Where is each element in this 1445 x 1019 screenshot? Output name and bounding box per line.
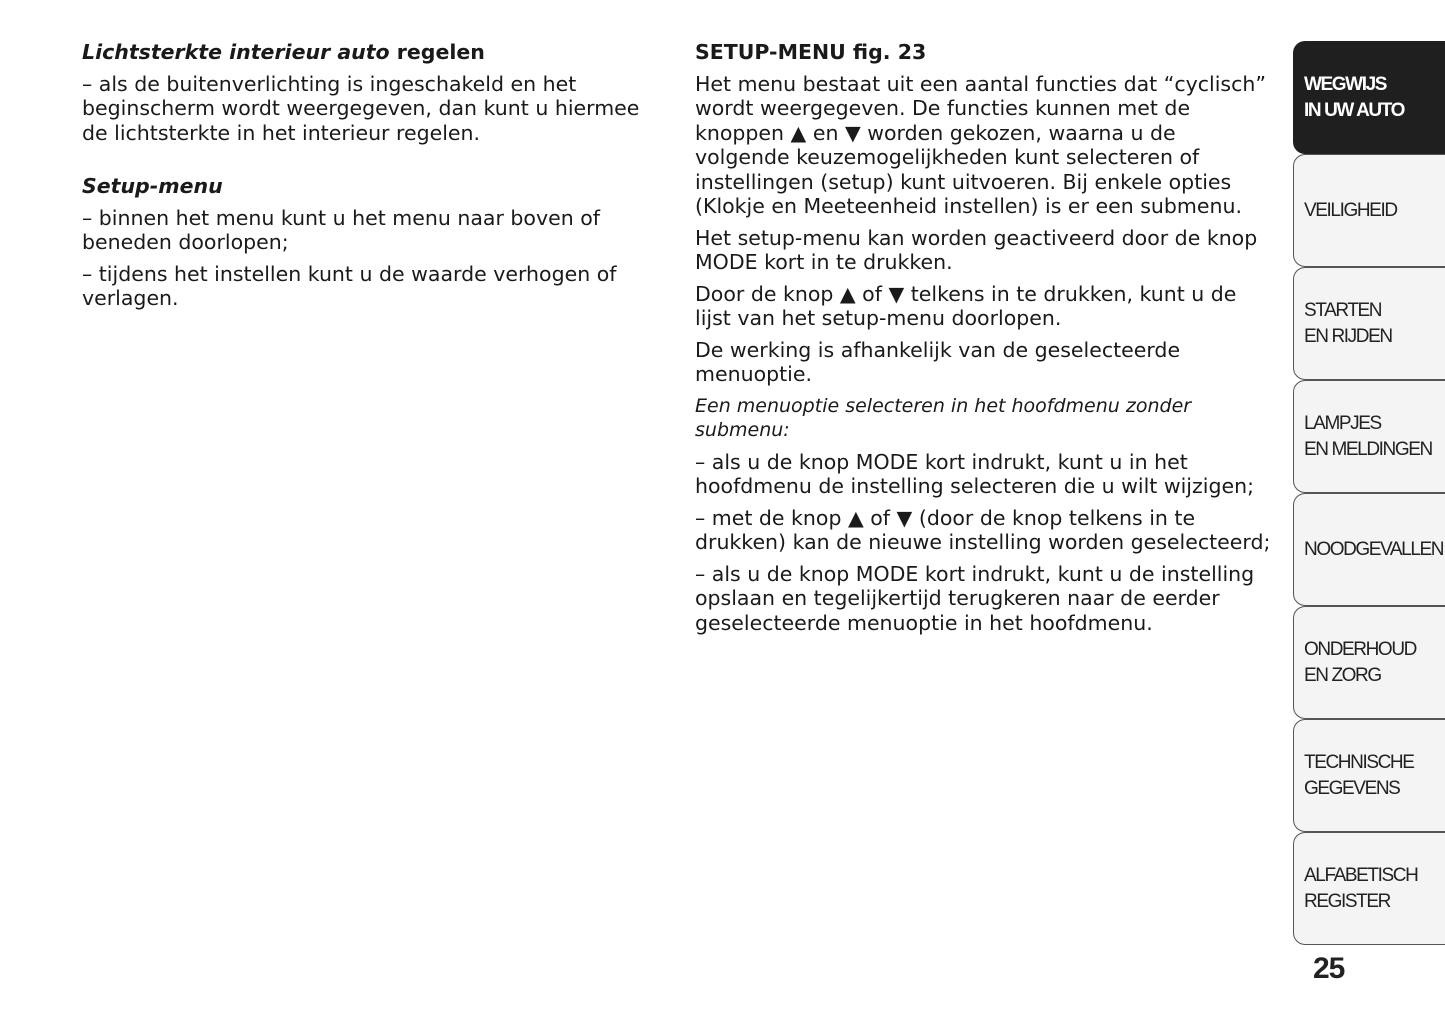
paragraph: Het menu bestaat uit een aantal functies dat “cyclisch” wordt weergegeven. De functies kunnen met de knoppen ▲ en ▼ worden gekozen, waarna u de volgende keuzemogelijkheden kunt selecteren of instellingen (setup) kunt uitvoeren. Bij enkele opties (Klokje en Meeteenheid instellen) is er een submenu. bbox=[695, 71, 1266, 218]
list-item: – met de knop ▲ of ▼ (door de knop telkens in te drukken) kan de nieuwe instelling worden geselecteerd; bbox=[695, 505, 1271, 554]
heading-italic-part: Lichtsterkte interieur auto bbox=[82, 40, 390, 64]
paragraph: – binnen het menu kunt u het menu naar boven of beneden doorlopen; bbox=[82, 205, 600, 254]
tab-veiligheid[interactable]: VEILIGHEID bbox=[1293, 154, 1445, 267]
paragraph: Het setup-menu kan worden geactiveerd door de knop MODE kort in te drukken. bbox=[695, 225, 1258, 274]
tab-lampjes-en-meldingen[interactable]: LAMPJES EN MELDINGEN bbox=[1293, 380, 1445, 493]
paragraph: Door de knop ▲ of ▼ telkens in te drukken, kunt u de lijst van het setup-menu doorlopen. bbox=[695, 281, 1237, 330]
list-item: – als u de knop MODE kort indrukt, kunt u in het hoofdmenu de instelling selecteren die u wilt wijzigen; bbox=[695, 449, 1254, 498]
chapter-tabs bbox=[1293, 41, 1445, 945]
tab-wegwijs[interactable]: WEGWIJS IN UW AUTO bbox=[1293, 41, 1445, 154]
tab-onderhoud-en-zorg[interactable]: ONDERHOUD EN ZORG bbox=[1293, 606, 1445, 719]
subheading: Een menuoptie selecteren in het hoofdmenu zonder submenu: bbox=[695, 394, 1192, 441]
paragraph: De werking is afhankelijk van de geselecteerde menuoptie. bbox=[695, 337, 1181, 386]
heading-rest-part: regelen bbox=[389, 40, 485, 64]
tab-technische-gegevens[interactable]: TECHNISCHE GEGEVENS bbox=[1293, 719, 1445, 832]
paragraph: – als de buitenverlichting is ingeschakeld en het beginscherm wordt weergegeven, dan kunt u hiermee de lichtsterkte in het interieur regelen. bbox=[82, 71, 640, 145]
page-number: 25 bbox=[1313, 952, 1345, 985]
left-column bbox=[82, 40, 657, 318]
right-column bbox=[695, 40, 1275, 642]
tab-noodgevallen[interactable]: NOODGEVALLEN bbox=[1293, 493, 1445, 606]
section-heading-setup-menu bbox=[82, 174, 657, 199]
heading-italic-part: Setup-menu bbox=[82, 174, 223, 198]
tab-starten-en-rijden[interactable]: STARTEN EN RIJDEN bbox=[1293, 267, 1445, 380]
tab-alfabetisch-register[interactable]: ALFABETISCH REGISTER bbox=[1293, 832, 1445, 945]
section-heading-lichtsterkte bbox=[82, 40, 657, 65]
list-item: – als u de knop MODE kort indrukt, kunt u de instelling opslaan en tegelijkertijd terugkeren naar de eerder geselecteerde menuoptie in het hoofdmenu. bbox=[695, 561, 1255, 635]
paragraph: – tijdens het instellen kunt u de waarde verhogen of verlagen. bbox=[82, 261, 617, 310]
section-heading-setup-menu-fig: SETUP-MENU fig. 23 bbox=[695, 40, 927, 64]
